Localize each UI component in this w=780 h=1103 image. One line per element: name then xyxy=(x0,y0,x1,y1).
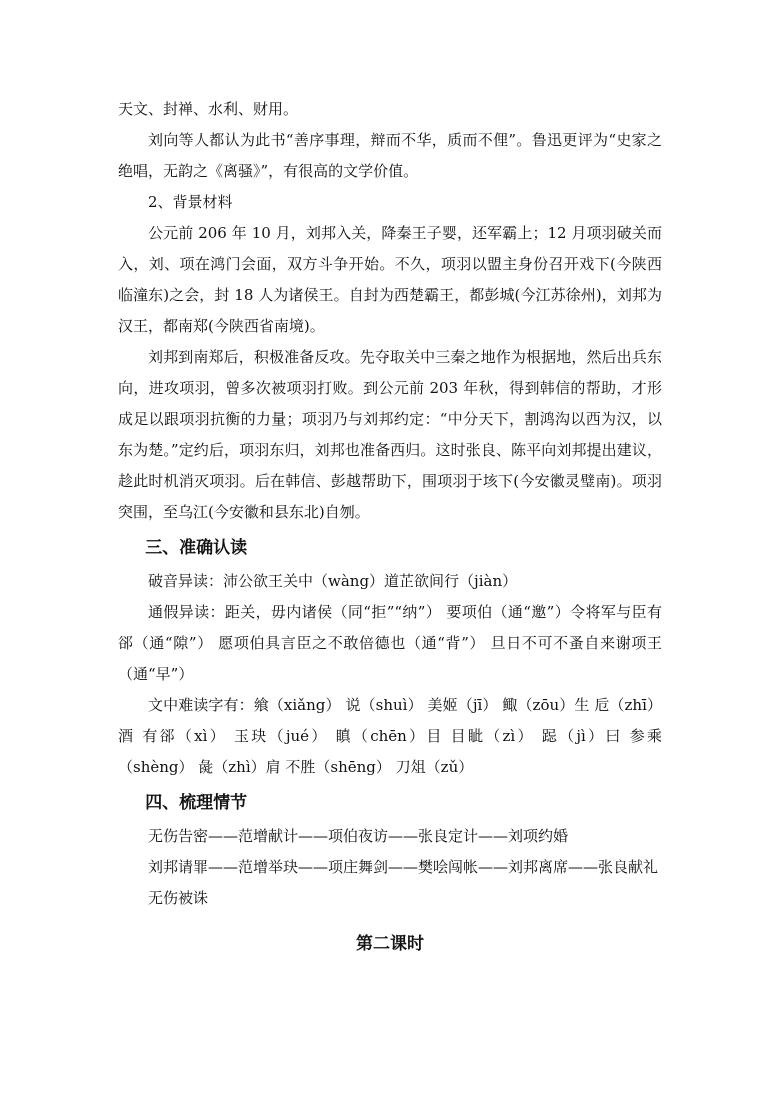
paragraph-background-1: 公元前 206 年 10 月，刘邦入关，降秦王子婴，还军霸上；12 月项羽破关而入，刘、项在鸿门会面，双方斗争开始。不久，项羽以盟主身份召开戏下(今陕西临潼东)之会，封 18 人为诸侯王。自封为西楚霸王，都彭城(今江苏徐州)，刘邦为汉王，都南郑(今陕西省南境)。 xyxy=(118,224,662,335)
subheading-background: 2、背景材料 xyxy=(148,193,233,211)
section-heading-plot: 四、梳理情节 xyxy=(145,793,248,813)
paragraph-evaluation: 刘向等人都认为此书“善序事理，辩而不华，质而不俚”。鲁迅更评为“史家之绝唱，无韵之《离骚》”，有很高的文学价值。 xyxy=(118,131,662,180)
plot-sequence-1: 无伤告密——范增献计——项伯夜访——张良定计——刘项约婚 xyxy=(148,827,569,845)
difficult-characters: 文中难读字有：飨（xiǎng） 说（shuì） 美姬（jī） 鲰（zōu）生 卮（zhī）酒 有郤（xì） 玉玦（jué） 瞋（chēn）目 目眦（zì） 跽（jì）曰 参乘（shèng） 彘（zhì）肩 不胜（shēng） 刀俎（zǔ） xyxy=(118,696,662,776)
document-body xyxy=(118,94,662,962)
section-heading-reading: 三、准确认读 xyxy=(145,538,248,558)
tongjia-readings: 通假异读：距关，毋内诸侯（同“拒”“纳”） 要项伯（通“邀”）令将军与臣有郤（通“隙”） 愿项伯具言臣之不敢倍德也（通“背”） 旦日不可不蚤自来谢项王（通“早”） xyxy=(118,603,662,683)
polyphone-readings: 破音异读：沛公欲王关中（wàng）道芷欲间行（jiàn） xyxy=(148,572,518,590)
plot-sequence-3: 无伤被诛 xyxy=(148,889,209,907)
paragraph-continuation: 天文、封禅、水利、财用。 xyxy=(118,100,299,118)
paragraph-background-2: 刘邦到南郑后，积极准备反攻。先夺取关中三秦之地作为根据地，然后出兵东向，进攻项羽，曾多次被项羽打败。到公元前 203 年秋，得到韩信的帮助，才形成足以跟项羽抗衡的力量；项羽乃与刘邦约定：“中分天下，割鸿沟以西为汉，以东为楚。”定约后，项羽东归，刘邦也准备西归。这时张良、陈平向刘邦提出建议，趁此时机消灭项羽。后在韩信、彭越帮助下，围项羽于垓下(今安徽灵璧南)。项羽突围，至乌江(今安徽和县东北)自刎。 xyxy=(118,348,662,521)
plot-sequence-2: 刘邦请罪——范增举玦——项庄舞剑——樊哙闯帐——刘邦离席——张良献礼 xyxy=(148,858,659,876)
lesson-title: 第二课时 xyxy=(356,934,424,954)
